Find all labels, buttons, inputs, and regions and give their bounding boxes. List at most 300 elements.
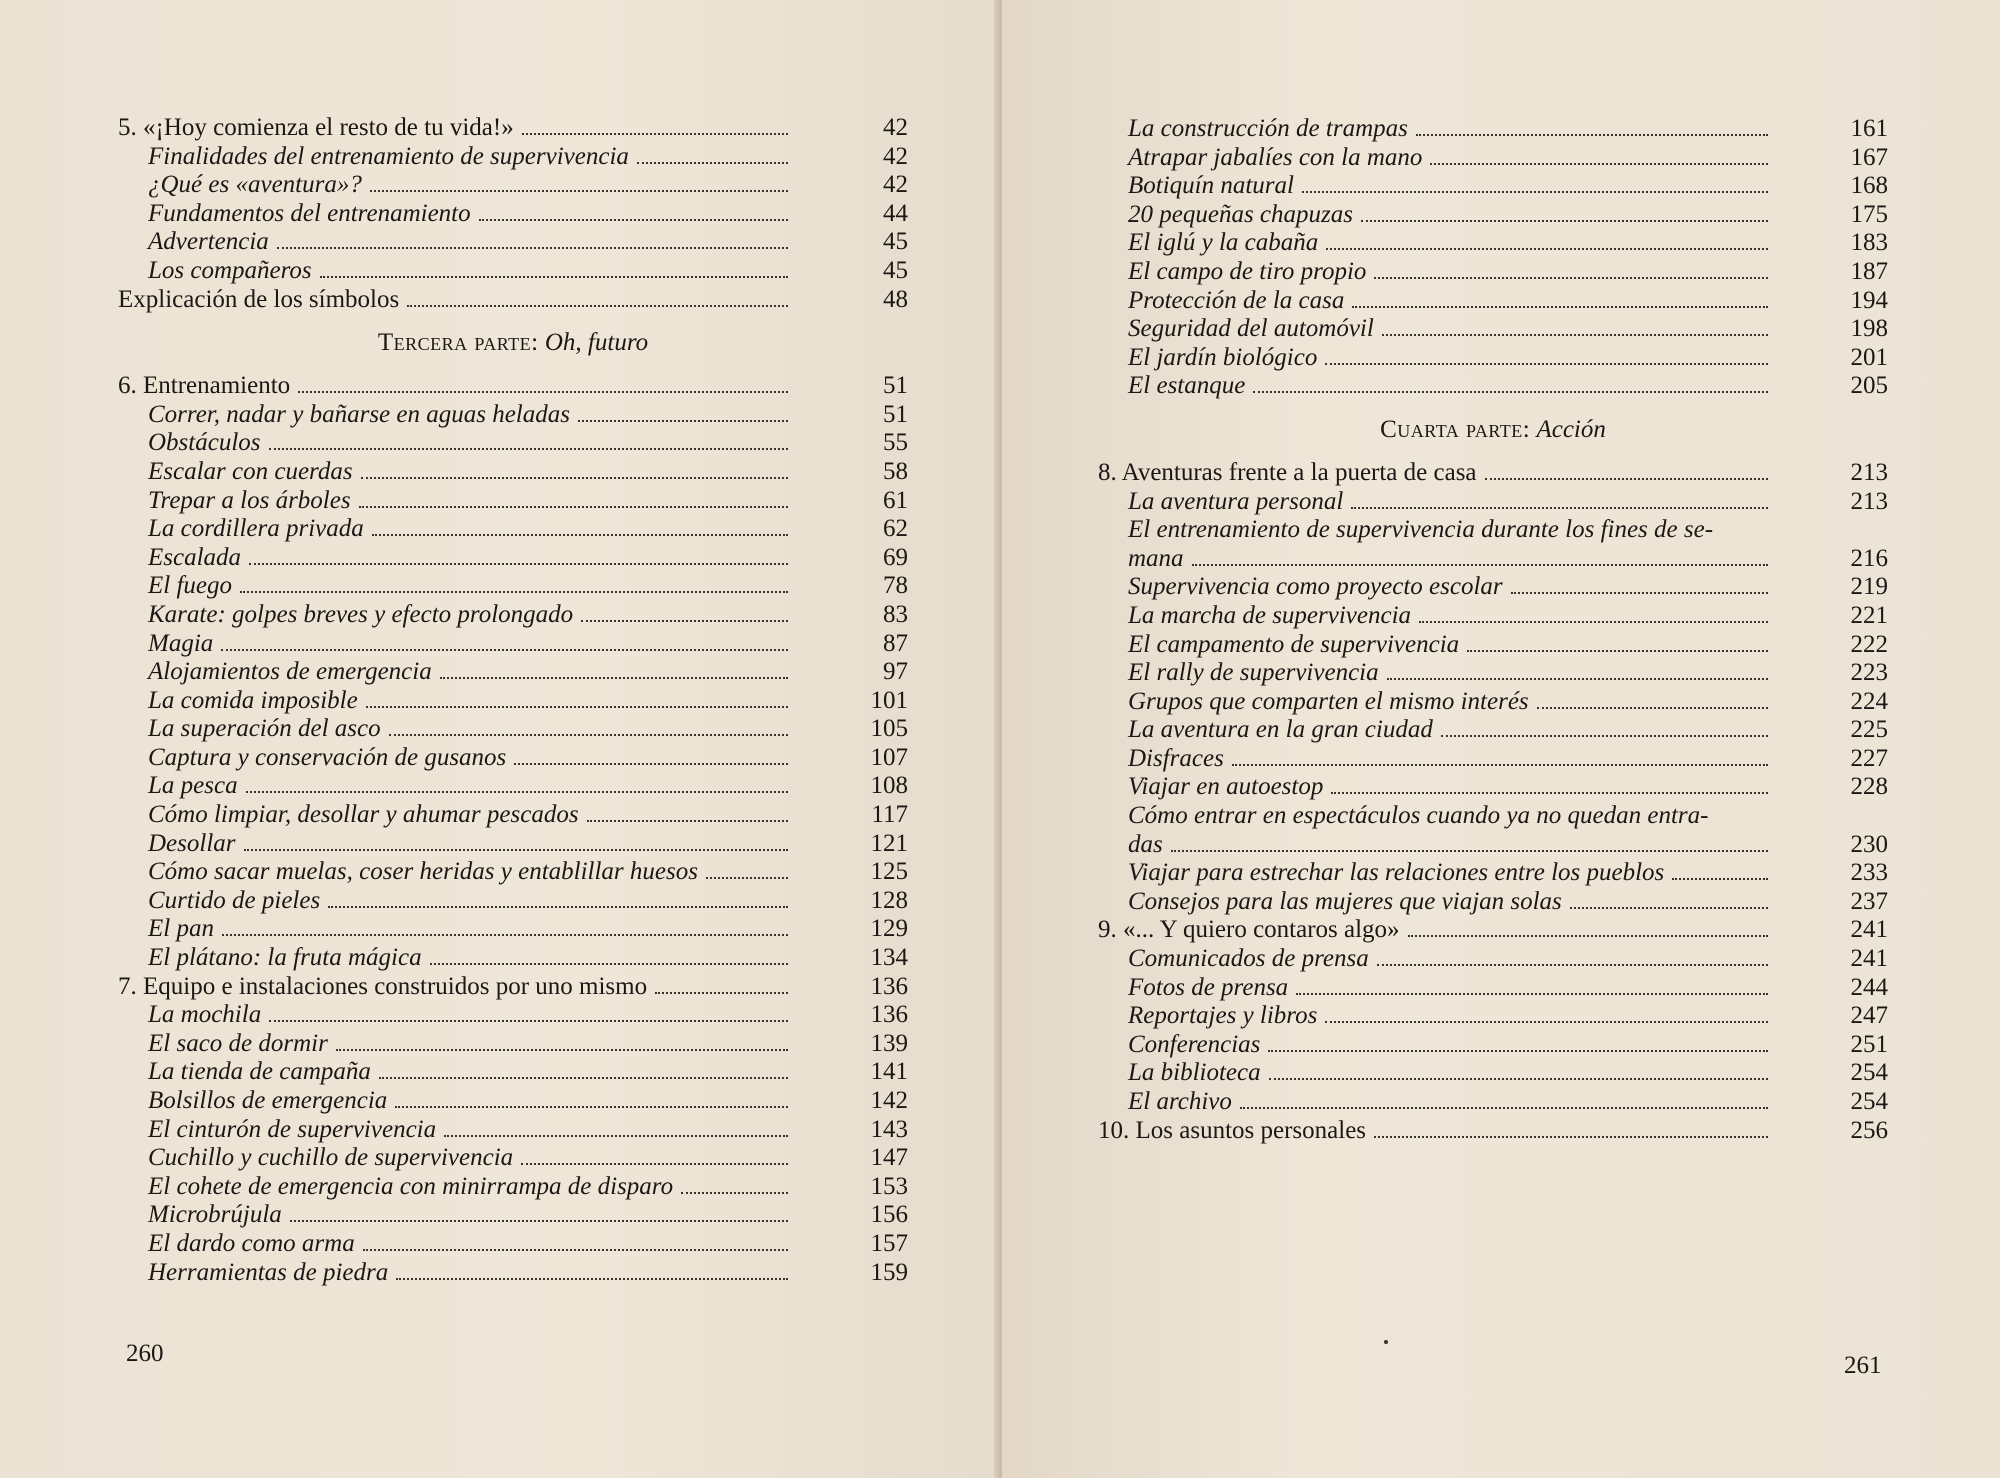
toc-entry	[1098, 144, 1888, 173]
toc-entry-page: 42	[883, 171, 908, 199]
toc-entry-title: El archivo	[1128, 1088, 1232, 1115]
toc-entry	[118, 1201, 908, 1230]
dot-leader	[1382, 334, 1768, 336]
part-name: Acción	[1536, 415, 1606, 443]
toc-entry-page: 55	[883, 429, 908, 457]
toc-entry-title: Trepar a los árboles	[148, 486, 351, 514]
toc-entry-page: 121	[870, 829, 908, 857]
toc-entry	[118, 858, 908, 887]
toc-entry-page: 241	[1850, 916, 1888, 944]
toc-entry-title: La cordillera privada	[148, 515, 364, 543]
toc-entry-page: 78	[883, 572, 908, 600]
toc-entry-title: La superación del asco	[148, 715, 381, 743]
right-page	[1002, 0, 2000, 1478]
toc-entry-page: 153	[870, 1172, 908, 1200]
toc-entry-page: 101	[870, 686, 908, 714]
toc-entry	[1098, 459, 1888, 488]
toc-entry-title: Cuchillo y cuchillo de supervivencia	[148, 1144, 514, 1172]
toc-entry-page: 45	[883, 256, 908, 284]
toc-entry	[118, 171, 908, 200]
dot-leader	[221, 649, 788, 651]
toc-entry-title: Comunicados de prensa	[1128, 945, 1369, 973]
dot-leader	[514, 763, 788, 765]
toc-entry-title: Viajar en autoestop	[1128, 773, 1324, 801]
toc-entry-title: Reportajes y libros	[1128, 1002, 1318, 1030]
dot-leader	[1374, 1136, 1768, 1138]
toc-entry-page: 51	[883, 400, 908, 428]
toc-entry-title: El pan	[148, 915, 214, 943]
toc-entry-page: 224	[1850, 687, 1888, 715]
toc-entry-title: El iglú y la cabaña	[1128, 229, 1319, 257]
dot-leader	[1325, 363, 1768, 365]
left-bottom-list	[118, 372, 908, 1287]
left-toc	[118, 114, 908, 1287]
toc-entry	[118, 630, 908, 659]
toc-entry	[118, 228, 908, 257]
dot-leader	[1268, 1050, 1768, 1052]
toc-entry	[1098, 802, 1888, 831]
toc-entry-page: 254	[1850, 1088, 1888, 1115]
toc-entry-page: 136	[870, 972, 908, 1000]
toc-entry-page: 187	[1850, 257, 1888, 285]
dot-leader	[578, 420, 788, 422]
toc-entry	[1098, 258, 1888, 287]
toc-entry-title: Consejos para las mujeres que viajan solas	[1128, 887, 1562, 915]
toc-entry	[118, 257, 908, 286]
toc-entry-page: 175	[1850, 200, 1888, 228]
dot-leader	[363, 1249, 788, 1251]
toc-entry	[118, 1001, 908, 1030]
toc-entry-page: 230	[1850, 830, 1888, 858]
toc-entry-title: Viajar para estrechar las relaciones entre los pueblos	[1128, 859, 1665, 887]
toc-entry-title: Curtido de pieles	[148, 886, 321, 914]
dot-leader	[440, 677, 788, 679]
toc-entry-title: La comida imposible	[148, 686, 358, 714]
toc-entry-title: El rally de supervivencia	[1128, 659, 1379, 687]
dot-leader	[1240, 1107, 1768, 1109]
toc-entry	[118, 143, 908, 172]
toc-entry-page: 161	[1850, 115, 1888, 142]
toc-entry-title: 9. «... Y quiero contaros algo»	[1098, 916, 1400, 944]
toc-entry-title: El dardo como arma	[148, 1229, 355, 1257]
toc-entry	[118, 200, 908, 229]
dot-leader	[328, 906, 788, 908]
toc-entry-page: 183	[1850, 229, 1888, 257]
toc-entry-page: 87	[883, 629, 908, 657]
toc-entry	[118, 887, 908, 916]
toc-entry-title: El estanque	[1128, 372, 1246, 400]
dot-leader	[407, 305, 788, 307]
part-label: Tercera parte:	[377, 329, 539, 357]
toc-entry-page: 168	[1850, 172, 1888, 200]
print-speck	[1384, 1340, 1388, 1344]
toc-entry-title: La mochila	[148, 1001, 262, 1029]
toc-entry-title: La pesca	[148, 772, 238, 800]
toc-entry-page: 83	[883, 600, 908, 628]
dot-leader	[1296, 993, 1768, 995]
toc-entry	[1098, 688, 1888, 717]
toc-entry	[118, 715, 908, 744]
toc-entry-title: La aventura en la gran ciudad	[1128, 716, 1433, 744]
right-toc	[1098, 115, 1888, 1145]
dot-leader	[1416, 134, 1768, 136]
toc-entry-title: El jardín biológico	[1128, 343, 1318, 371]
toc-entry	[1098, 315, 1888, 344]
dot-leader	[269, 448, 789, 450]
toc-entry-page: 44	[883, 199, 908, 227]
toc-entry-title: Desollar	[148, 829, 236, 857]
toc-entry-page: 254	[1850, 1059, 1888, 1087]
dot-leader	[290, 1220, 788, 1222]
toc-entry	[118, 1058, 908, 1087]
toc-entry	[1098, 916, 1888, 945]
toc-entry-page: 213	[1850, 487, 1888, 515]
toc-entry	[1098, 1002, 1888, 1031]
toc-entry-title: Alojamientos de emergencia	[148, 658, 432, 686]
dot-leader	[372, 534, 788, 536]
toc-entry	[1098, 659, 1888, 688]
dot-leader	[1351, 507, 1768, 509]
toc-entry	[1098, 545, 1888, 574]
dot-leader	[637, 162, 788, 164]
toc-entry	[1098, 172, 1888, 201]
toc-entry-page: 139	[870, 1029, 908, 1057]
dot-leader	[587, 820, 788, 822]
dot-leader	[655, 992, 788, 994]
toc-entry-title: Atrapar jabalíes con la mano	[1128, 143, 1423, 171]
toc-entry	[1098, 631, 1888, 660]
left-top-list	[118, 114, 908, 314]
toc-entry-page: 143	[870, 1115, 908, 1143]
toc-entry-page: 136	[870, 1001, 908, 1029]
toc-entry	[1098, 1059, 1888, 1088]
toc-entry	[118, 973, 908, 1002]
toc-entry	[1098, 1117, 1888, 1146]
dot-leader	[1361, 220, 1768, 222]
dot-leader	[1408, 935, 1768, 937]
toc-entry-page: 167	[1850, 143, 1888, 171]
toc-entry	[118, 1030, 908, 1059]
toc-entry	[118, 544, 908, 573]
dot-leader	[1325, 1021, 1768, 1023]
toc-entry-title: Fotos de prensa	[1128, 973, 1289, 1001]
toc-entry-page: 227	[1850, 744, 1888, 772]
toc-entry-page: 194	[1850, 286, 1888, 314]
toc-entry-page: 97	[883, 658, 908, 686]
toc-entry-title: Cómo limpiar, desollar y ahumar pescados	[148, 801, 579, 829]
toc-entry-page: 142	[870, 1087, 908, 1114]
toc-entry-title: Bolsillos de emergencia	[148, 1087, 388, 1114]
dot-leader	[522, 133, 788, 135]
toc-entry-title: Protección de la casa	[1128, 286, 1345, 314]
dot-leader	[320, 276, 788, 278]
dot-leader	[706, 877, 788, 879]
toc-entry-page: 107	[870, 743, 908, 771]
toc-entry-title: Grupos que comparten el mismo interés	[1128, 687, 1529, 715]
dot-leader	[379, 1077, 788, 1079]
dot-leader	[1192, 564, 1768, 566]
part-heading-tercera	[118, 314, 908, 372]
toc-entry-page: 221	[1850, 601, 1888, 629]
toc-entry-page: 45	[883, 228, 908, 256]
toc-entry	[1098, 1088, 1888, 1117]
toc-entry-title: Magia	[148, 629, 214, 657]
toc-entry	[118, 114, 908, 143]
dot-leader	[1302, 191, 1768, 193]
toc-entry-title: das	[1128, 830, 1163, 858]
dot-leader	[240, 591, 788, 593]
toc-entry	[118, 801, 908, 830]
toc-entry-page: 48	[883, 285, 908, 313]
dot-leader	[244, 849, 789, 851]
toc-entry	[118, 429, 908, 458]
toc-entry-page: 51	[883, 372, 908, 400]
toc-entry	[1098, 602, 1888, 631]
toc-entry-page: 222	[1850, 630, 1888, 658]
right-bottom-list	[1098, 459, 1888, 1145]
toc-entry-title: Fundamentos del entrenamiento	[148, 199, 471, 227]
dot-leader	[479, 219, 788, 221]
toc-entry	[118, 658, 908, 687]
toc-entry-page: 62	[883, 515, 908, 543]
toc-entry-title: La biblioteca	[1128, 1059, 1261, 1087]
dot-leader	[359, 506, 788, 508]
toc-entry-title: Captura y conservación de gusanos	[148, 743, 507, 771]
toc-entry	[1098, 773, 1888, 802]
toc-entry	[1098, 831, 1888, 860]
toc-entry	[1098, 516, 1888, 545]
toc-entry-page: 201	[1850, 343, 1888, 371]
toc-entry-page: 125	[870, 858, 908, 886]
toc-entry-title: El cinturón de supervivencia	[148, 1115, 437, 1143]
toc-entry-title: ¿Qué es «aventura»?	[148, 171, 362, 199]
toc-entry	[118, 687, 908, 716]
page-number-right: 261	[1844, 1352, 1882, 1379]
toc-entry-title: 5. «¡Hoy comienza el resto de tu vida!»	[118, 114, 514, 141]
toc-entry-title: Disfraces	[1128, 744, 1224, 772]
toc-entry-title: Cómo entrar en espectáculos cuando ya no quedan entra-	[1128, 802, 1709, 830]
toc-entry-page: 223	[1850, 659, 1888, 687]
toc-entry-title: El cohete de emergencia con minirrampa de disparo	[148, 1172, 674, 1200]
toc-entry-page: 108	[870, 772, 908, 800]
toc-entry	[118, 458, 908, 487]
toc-entry-page: 69	[883, 543, 908, 571]
dot-leader	[389, 734, 788, 736]
toc-entry	[118, 830, 908, 859]
toc-entry	[1098, 201, 1888, 230]
dot-leader	[298, 391, 788, 393]
toc-entry-title: Seguridad del automóvil	[1128, 315, 1374, 343]
dot-leader	[1570, 907, 1768, 909]
toc-entry-title: Karate: golpes breves y efecto prolongado	[148, 600, 574, 628]
toc-entry-title: Explicación de los símbolos	[118, 285, 400, 313]
toc-entry	[118, 515, 908, 544]
toc-entry-page: 205	[1850, 372, 1888, 400]
toc-entry-title: Botiquín natural	[1128, 172, 1294, 200]
dot-leader	[1331, 792, 1768, 794]
dot-leader	[1430, 163, 1768, 165]
toc-entry-page: 157	[870, 1229, 908, 1257]
toc-entry-page: 159	[870, 1258, 908, 1286]
toc-entry-title: La aventura personal	[1128, 487, 1344, 515]
toc-entry-page: 134	[870, 944, 908, 972]
toc-entry-page: 219	[1850, 573, 1888, 601]
toc-entry	[118, 944, 908, 973]
toc-entry-title: El fuego	[148, 572, 233, 600]
toc-entry	[1098, 573, 1888, 602]
toc-entry-title: Escalada	[148, 543, 242, 571]
toc-entry	[1098, 859, 1888, 888]
toc-entry	[1098, 115, 1888, 144]
toc-entry-title: 10. Los asuntos personales	[1098, 1116, 1367, 1144]
toc-entry	[1098, 1031, 1888, 1060]
toc-entry-page: 58	[883, 457, 908, 485]
toc-entry	[1098, 888, 1888, 917]
toc-entry-title: Cómo sacar muelas, coser heridas y entablillar huesos	[148, 858, 698, 886]
toc-entry-title: La construcción de trampas	[1128, 115, 1408, 142]
dot-leader	[1232, 764, 1768, 766]
toc-entry-title: Escalar con cuerdas	[148, 457, 353, 485]
dot-leader	[1352, 306, 1768, 308]
dot-leader	[269, 1020, 788, 1022]
toc-entry-title: Obstáculos	[148, 429, 261, 457]
dot-leader	[1441, 735, 1768, 737]
toc-entry-page: 147	[870, 1144, 908, 1172]
dot-leader	[1374, 277, 1768, 279]
toc-entry-page: 198	[1850, 315, 1888, 343]
toc-entry	[118, 1230, 908, 1259]
toc-entry	[118, 1087, 908, 1116]
toc-entry-title: Los compañeros	[148, 256, 312, 284]
dot-leader	[277, 247, 788, 249]
toc-entry	[1098, 229, 1888, 258]
toc-entry-title: La tienda de campaña	[148, 1058, 371, 1086]
dot-leader	[1672, 878, 1768, 880]
toc-entry-page: 241	[1850, 945, 1888, 973]
dot-leader	[681, 1192, 788, 1194]
toc-entry-page: 128	[870, 886, 908, 914]
toc-entry-page: 228	[1850, 773, 1888, 801]
page-number-left: 260	[126, 1340, 164, 1367]
toc-entry	[118, 601, 908, 630]
toc-entry	[1098, 716, 1888, 745]
toc-entry-title: Supervivencia como proyecto escolar	[1128, 573, 1503, 601]
toc-entry	[118, 1144, 908, 1173]
toc-entry-page: 251	[1850, 1030, 1888, 1058]
dot-leader	[370, 190, 788, 192]
toc-entry-title: 8. Aventuras frente a la puerta de casa	[1098, 458, 1477, 486]
toc-entry-page: 129	[870, 915, 908, 943]
toc-entry-page: 42	[883, 142, 908, 170]
toc-entry-title: El plátano: la fruta mágica	[148, 944, 422, 972]
toc-entry-page: 141	[870, 1058, 908, 1086]
right-top-list	[1098, 115, 1888, 401]
left-page	[0, 0, 998, 1478]
dot-leader	[396, 1278, 788, 1280]
toc-entry-title: El campamento de supervivencia	[1128, 630, 1460, 658]
dot-leader	[1269, 1078, 1768, 1080]
dot-leader	[246, 791, 788, 793]
toc-entry-page: 216	[1850, 544, 1888, 572]
toc-entry	[1098, 488, 1888, 517]
toc-entry	[118, 286, 908, 315]
toc-entry-title: Microbrújula	[148, 1201, 282, 1229]
toc-entry-title: mana	[1128, 544, 1184, 572]
dot-leader	[336, 1049, 788, 1051]
dot-leader	[1377, 964, 1768, 966]
toc-entry-title: Finalidades del entrenamiento de supervivencia	[148, 142, 629, 170]
toc-entry-title: Herramientas de piedra	[148, 1258, 389, 1286]
dot-leader	[581, 620, 788, 622]
toc-entry-page: 156	[870, 1201, 908, 1229]
toc-entry-title: El saco de dormir	[148, 1029, 328, 1057]
toc-entry-title: El campo de tiro propio	[1128, 257, 1367, 285]
toc-entry-page: 225	[1850, 716, 1888, 744]
toc-entry	[1098, 945, 1888, 974]
part-heading-cuarta	[1098, 401, 1888, 459]
toc-entry-page: 42	[883, 114, 908, 141]
toc-entry	[1098, 974, 1888, 1003]
dot-leader	[444, 1135, 788, 1137]
toc-entry-page: 61	[883, 486, 908, 514]
toc-entry-title: La marcha de supervivencia	[1128, 601, 1412, 629]
toc-entry	[118, 772, 908, 801]
toc-entry-page: 244	[1850, 973, 1888, 1001]
dot-leader	[1326, 248, 1768, 250]
dot-leader	[249, 563, 788, 565]
toc-entry	[118, 915, 908, 944]
dot-leader	[361, 477, 788, 479]
dot-leader	[1485, 478, 1768, 480]
toc-entry	[1098, 372, 1888, 401]
toc-entry-page: 233	[1850, 859, 1888, 887]
dot-leader	[222, 934, 788, 936]
toc-entry	[1098, 287, 1888, 316]
toc-entry-page: 117	[871, 801, 908, 829]
toc-entry-title: El entrenamiento de supervivencia durante los fines de se-	[1128, 516, 1714, 544]
toc-entry	[118, 1173, 908, 1202]
toc-entry	[118, 1259, 908, 1288]
toc-entry-page: 105	[870, 715, 908, 743]
dot-leader	[1387, 678, 1768, 680]
dot-leader	[366, 706, 788, 708]
dot-leader	[1467, 650, 1768, 652]
toc-entry-title: Advertencia	[148, 228, 269, 256]
toc-entry-title: 7. Equipo e instalaciones construidos por uno mismo	[118, 972, 648, 1000]
part-label: Cuarta parte:	[1380, 415, 1531, 443]
toc-entry-title: Conferencias	[1128, 1030, 1261, 1058]
dot-leader	[1171, 850, 1768, 852]
dot-leader	[430, 963, 788, 965]
dot-leader	[1511, 592, 1768, 594]
toc-entry	[118, 487, 908, 516]
toc-entry	[118, 744, 908, 773]
toc-entry-page: 213	[1850, 458, 1888, 486]
toc-entry	[118, 572, 908, 601]
dot-leader	[1253, 391, 1768, 393]
toc-entry-page: 237	[1850, 887, 1888, 915]
toc-entry	[1098, 344, 1888, 373]
dot-leader	[1419, 621, 1768, 623]
toc-entry	[118, 401, 908, 430]
toc-entry-page: 247	[1850, 1002, 1888, 1030]
dot-leader	[395, 1106, 788, 1108]
toc-entry-title: 20 pequeñas chapuzas	[1128, 200, 1353, 228]
dot-leader	[1537, 707, 1768, 709]
toc-entry	[118, 1116, 908, 1145]
toc-entry-page: 256	[1850, 1116, 1888, 1144]
toc-entry	[1098, 745, 1888, 774]
